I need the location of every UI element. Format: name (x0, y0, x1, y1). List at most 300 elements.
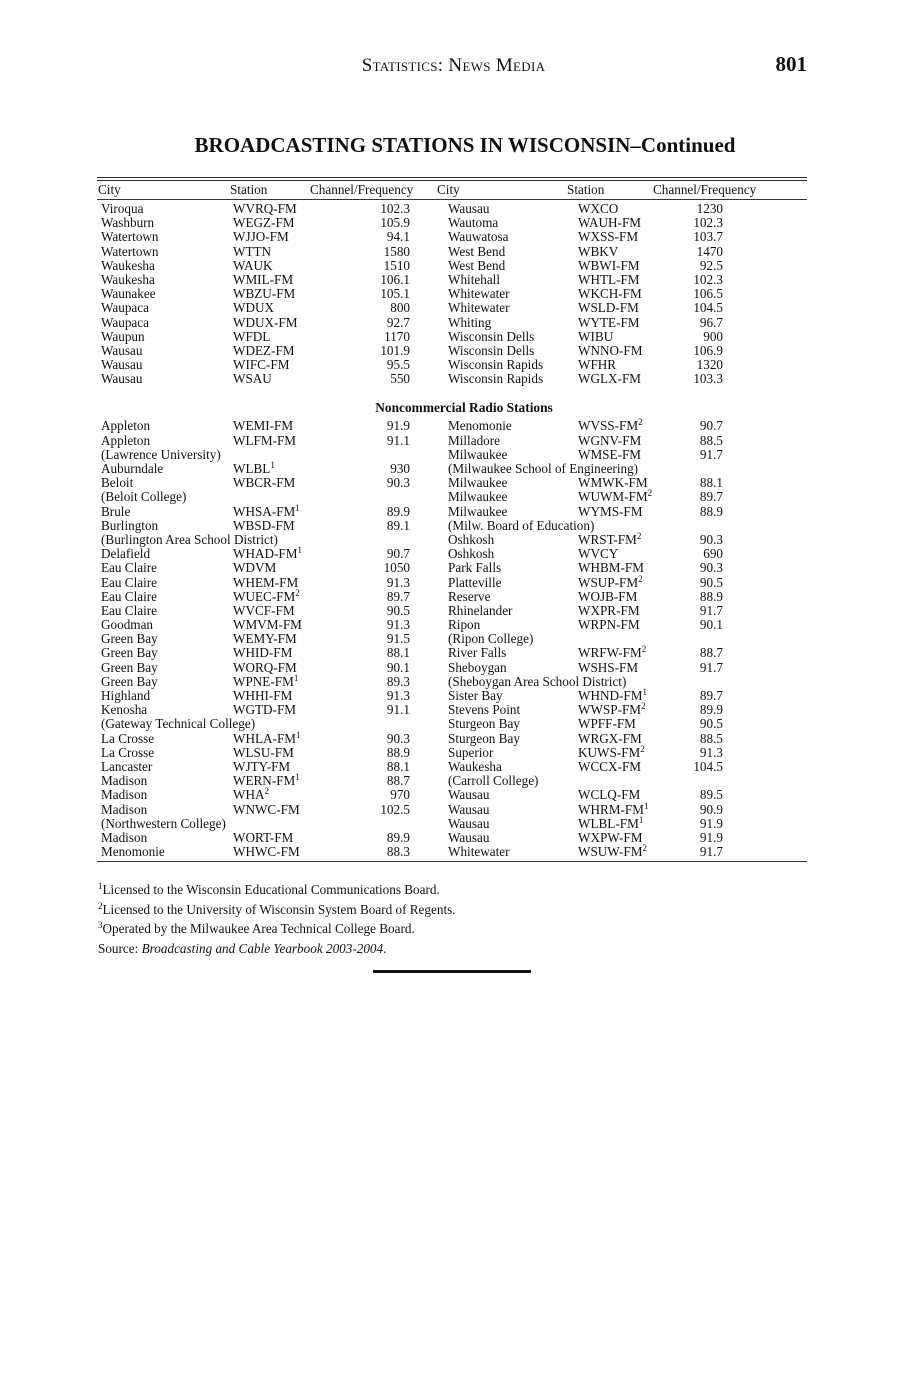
frequency-cell: 88.1 (386, 758, 410, 774)
frequency-cell: 88.7 (386, 773, 410, 789)
station-cell: WHTL-FM (578, 271, 640, 287)
station-cell: WEMY-FM (233, 631, 297, 647)
frequency-cell: 88.9 (386, 744, 410, 760)
city-cell: (Milwaukee School of Engineering) (448, 461, 639, 476)
city-cell: Eau Claire (101, 560, 158, 576)
frequency-cell (313, 448, 440, 462)
frequency-cell: 88.5 (699, 432, 723, 448)
frequency-cell: 91.9 (386, 418, 410, 434)
table-row (97, 530, 807, 547)
station-cell: WBWI-FM (578, 257, 640, 273)
frequency-cell: 1170 (384, 328, 410, 344)
table-row (97, 502, 807, 519)
table-row (97, 604, 807, 618)
footnote-text: Operated by the Milwaukee Area Technical College Board. (102, 921, 415, 936)
city-cell: Sheboygan (448, 659, 507, 675)
city-cell: Wisconsin Dells (448, 342, 535, 358)
footnote-ref: 1 (295, 772, 300, 783)
frequency-cell (313, 533, 440, 547)
station-cell (578, 462, 662, 476)
station-cell: WTTN (233, 243, 272, 259)
station-cell: WIBU (578, 328, 614, 344)
frequency-cell: 91.9 (699, 815, 723, 831)
table-row (97, 301, 807, 315)
table-row (97, 743, 807, 760)
city-cell: Madison (101, 801, 148, 817)
station-cell: WORQ-FM (233, 659, 297, 675)
table-row (97, 689, 807, 703)
frequency-cell: 1470 (696, 243, 723, 259)
station-cell: WYTE-FM (578, 314, 640, 330)
frequency-cell (662, 632, 723, 646)
table-row (97, 760, 807, 774)
station-cell (233, 490, 313, 504)
station-cell (233, 717, 313, 731)
frequency-cell: 91.7 (699, 446, 723, 462)
city-cell: Waunakee (101, 286, 156, 302)
station-cell: WHND-$FM^1$ (578, 687, 647, 703)
city-cell: Oshkosh (448, 531, 495, 547)
header-frequency: Channel/Frequency (310, 182, 414, 197)
station-cell: WBZU-FM (233, 286, 296, 302)
station-cell: WHHI-FM (233, 688, 293, 703)
header-city: City (437, 182, 460, 197)
table-row (97, 372, 807, 386)
footnote-ref: 2 (640, 743, 645, 754)
city-cell: Milwaukee (448, 489, 508, 505)
frequency-cell: 90.7 (699, 418, 723, 434)
station-cell: WGNV-FM (578, 432, 642, 448)
station-cell: WLFM-FM (233, 432, 297, 448)
frequency-cell: 89.5 (699, 787, 723, 803)
city-cell: (Sheboygan Area School District) (448, 673, 627, 689)
frequency-cell: 91.3 (386, 617, 410, 633)
station-cell: WAUK (233, 257, 273, 273)
city-cell: Madison (101, 787, 148, 803)
header-station: Station (230, 182, 268, 197)
city-cell: Milladore (448, 432, 501, 448)
station-cell: WJJO-FM (233, 229, 289, 245)
running-head: Statistics: News Media (361, 55, 546, 76)
table-header-row (97, 181, 807, 199)
station-cell: WKCH-FM (578, 286, 642, 302)
station-cell: WJTY-FM (233, 758, 291, 774)
table-row (97, 547, 807, 561)
station-cell: WUEC-$FM^2$ (233, 587, 300, 604)
frequency-cell: 88.9 (699, 588, 723, 604)
frequency-cell: 90.1 (699, 617, 723, 633)
station-cell: WFHR (578, 357, 617, 373)
table-row (97, 703, 807, 717)
city-cell: Menomonie (448, 418, 512, 434)
table-row (97, 330, 807, 344)
frequency-cell: 1580 (383, 243, 410, 259)
station-cell: WHSA-$FM^1$ (233, 502, 300, 519)
station-cell: WSUP-$FM^2$ (578, 573, 643, 590)
station-cell: WFDL (233, 328, 271, 344)
noncommercial-heading: Noncommercial Radio Stations (375, 400, 553, 416)
city-cell: Milwaukee (448, 503, 508, 519)
source-note (98, 939, 456, 959)
city-cell: Beloit (101, 475, 134, 491)
city-cell: Wisconsin Rapids (448, 371, 544, 387)
frequency-cell: 900 (703, 328, 723, 344)
city-cell: Eau Claire (101, 574, 158, 590)
frequency-cell: 91.9 (699, 829, 723, 845)
frequency-cell (313, 490, 440, 504)
station-cell (578, 675, 662, 689)
station-cell: WPFF-FM (578, 716, 636, 732)
city-cell: Delafield (101, 546, 151, 562)
city-cell: Waukesha (448, 758, 502, 774)
table-row (97, 672, 807, 689)
frequency-cell: 104.5 (693, 758, 723, 774)
frequency-cell: 89.3 (386, 673, 410, 689)
frequency-cell: 89.1 (386, 517, 410, 533)
station-cell: WOJB-FM (578, 588, 638, 604)
city-cell: Madison (101, 773, 148, 789)
station-cell: WSAU (233, 371, 272, 387)
city-cell: Wausau (101, 342, 143, 358)
footnote-ref: 1 (297, 545, 302, 556)
station-cell: WXPW-FM (578, 829, 643, 845)
city-cell: Waupaca (101, 314, 149, 330)
station-cell: WNNO-FM (578, 342, 643, 358)
footnote-ref: 2 (636, 530, 642, 541)
station-cell: WRFW-$FM^2$ (578, 644, 647, 661)
table-row (97, 561, 807, 575)
city-cell: Appleton (101, 418, 151, 434)
station-cell: WHRM-$FM^1$ (578, 800, 649, 817)
frequency-cell: 102.3 (693, 215, 723, 231)
city-cell: West Bend (448, 257, 506, 273)
station-cell (233, 817, 313, 831)
station-cell: WSUW-$FM^2$ (578, 843, 647, 860)
frequency-cell: 89.9 (699, 702, 723, 718)
city-cell: Wausau (448, 787, 490, 803)
city-cell: Waukesha (101, 257, 155, 273)
footnote-text: Licensed to the University of Wisconsin System Board of Regents. (102, 901, 456, 917)
station-cell: WHBM-FM (578, 560, 644, 576)
city-cell: Brule (101, 503, 131, 519)
frequency-cell: 88.3 (386, 844, 410, 860)
station-cell: WDUX (233, 300, 275, 316)
table-row (97, 618, 807, 632)
footnote-ref: 2 (295, 587, 300, 598)
table-row (97, 646, 807, 660)
city-cell: Wausau (448, 815, 490, 831)
footnote-ref: 2 (642, 843, 647, 854)
station-cell: WIFC-FM (233, 357, 290, 373)
station-cell: WNWC-FM (233, 801, 300, 817)
station-cell: WBKV (578, 243, 619, 259)
city-cell: Waupun (101, 328, 145, 344)
footnote (98, 919, 456, 939)
station-cell: WHAD-$FM^1$ (233, 545, 302, 562)
footnote-ref: 2 (641, 701, 646, 712)
frequency-cell: 89.9 (386, 503, 410, 519)
city-cell: Wausau (448, 801, 490, 817)
source-title: Broadcasting and Cable Yearbook 2003-2004 (141, 940, 384, 956)
city-cell: Whitewater (448, 286, 510, 302)
station-cell: WPNE-$FM^1$ (233, 672, 299, 689)
city-cell: Rhinelander (448, 602, 513, 618)
city-cell: Wausau (101, 371, 143, 387)
station-cell: WYMS-FM (578, 503, 643, 519)
station-cell: WWSP-$FM^2$ (578, 701, 646, 718)
frequency-cell (662, 519, 723, 533)
city-cell: Waupaca (101, 300, 149, 316)
city-cell: (Lawrence University) (101, 446, 221, 462)
table-row (97, 245, 807, 259)
city-cell: Sturgeon Bay (448, 730, 520, 746)
frequency-cell (313, 717, 440, 731)
city-cell: Green Bay (101, 673, 158, 689)
station-cell: WVCF-FM (233, 602, 295, 618)
city-cell: Viroqua (101, 201, 144, 216)
footnote-ref: 1 (638, 814, 644, 825)
city-cell: (Northwestern College) (101, 815, 226, 831)
frequency-cell: 106.9 (693, 342, 723, 358)
frequency-cell: 95.5 (386, 357, 410, 373)
page-number: 801 (775, 52, 807, 76)
station-cell: WBCR-FM (233, 475, 296, 491)
station-cell: WDVM (233, 560, 277, 576)
frequency-cell: 89.7 (699, 688, 723, 703)
station-cell: WXPR-FM (578, 602, 640, 618)
footnote (98, 900, 456, 920)
station-cell: WLBL$^1$ (233, 460, 275, 476)
station-cell: WCLQ-FM (578, 787, 641, 803)
table-row (97, 774, 807, 788)
table-row (97, 434, 807, 448)
header-frequency: Channel/Frequency (653, 182, 757, 197)
station-cell: WRGX-FM (578, 730, 642, 746)
station-cell: WVRQ-FM (233, 201, 297, 216)
city-cell: (Burlington Area School District) (101, 531, 278, 547)
footnote-ref: 1 (293, 672, 299, 683)
frequency-cell: 103.7 (693, 229, 723, 245)
frequency-cell: 91.7 (699, 844, 723, 860)
table-title: BROADCASTING STATIONS IN WISCONSIN–Continued (194, 133, 736, 157)
station-cell: WMIL-FM (233, 271, 294, 287)
table-row (97, 632, 807, 646)
frequency-cell: 94.1 (386, 229, 410, 245)
frequency-cell: 102.3 (380, 201, 410, 216)
frequency-cell: 1230 (696, 201, 723, 216)
city-cell: Waukesha (101, 271, 155, 287)
frequency-cell: 91.3 (699, 744, 723, 760)
table-row (97, 358, 807, 372)
frequency-cell: 88.9 (699, 503, 723, 519)
city-cell: Sister Bay (448, 688, 503, 703)
city-cell: Highland (101, 688, 151, 703)
city-cell: Kenosha (101, 702, 148, 718)
header-rule (97, 199, 807, 200)
city-cell: Goodman (101, 617, 154, 633)
source-label: Source: (98, 940, 142, 956)
city-cell: Green Bay (101, 659, 158, 675)
frequency-cell: 550 (390, 371, 410, 387)
footnote-ref: 2 (641, 644, 647, 655)
frequency-cell: 102.5 (380, 801, 410, 817)
station-cell (578, 519, 662, 533)
station-cell: WLBL-$FM^1$ (578, 814, 644, 831)
city-cell: Wautoma (448, 215, 499, 231)
frequency-cell: 90.5 (699, 574, 723, 590)
frequency-cell: 90.9 (699, 801, 723, 817)
city-cell: Wausau (448, 201, 490, 216)
city-cell: Green Bay (101, 631, 158, 647)
station-cell: WDEZ-FM (233, 342, 295, 358)
station-cell: WSHS-FM (578, 659, 639, 675)
station-cell: WRST-$FM^2$ (578, 530, 642, 547)
table-row (97, 717, 807, 731)
table-row (97, 490, 807, 504)
footnote-mark: 2 (98, 900, 103, 911)
station-cell (578, 774, 662, 788)
frequency-cell: 1320 (696, 357, 723, 373)
city-cell: River Falls (448, 645, 507, 661)
frequency-cell: 90.3 (386, 730, 410, 746)
frequency-cell: 88.7 (699, 645, 723, 661)
station-cell: WUWM-$FM^2$ (578, 488, 653, 505)
table-row (97, 316, 807, 330)
table-row (97, 259, 807, 273)
footnote-ref: 2 (647, 488, 653, 499)
table-row (97, 831, 807, 845)
table-row (97, 800, 807, 817)
station-cell: WVSS-$FM^2$ (578, 417, 643, 434)
station-cell: WGLX-FM (578, 371, 642, 387)
table-row (97, 230, 807, 244)
frequency-cell: 105.9 (380, 215, 410, 231)
footnote-ref: 2 (264, 786, 269, 797)
station-cell: WERN-$FM^1$ (233, 772, 300, 789)
table-row (97, 788, 807, 802)
city-cell: La Crosse (101, 730, 155, 746)
city-cell: Whitewater (448, 844, 510, 860)
header-station: Station (567, 182, 605, 197)
station-cell: WMVM-FM (233, 617, 302, 633)
frequency-cell: 88.5 (699, 730, 723, 746)
station-cell: WDUX-FM (233, 314, 298, 330)
frequency-cell: 103.3 (693, 371, 723, 387)
frequency-cell: 690 (703, 546, 723, 562)
city-cell: Superior (448, 744, 494, 760)
city-cell: Wisconsin Dells (448, 328, 535, 344)
bottom-rule (97, 861, 807, 862)
city-cell: Sturgeon Bay (448, 716, 520, 732)
frequency-cell: 91.1 (386, 702, 410, 718)
table-row (97, 573, 807, 590)
frequency-cell: 105.1 (380, 286, 410, 302)
city-cell: Reserve (448, 588, 491, 604)
city-cell: (Carroll College) (448, 773, 539, 789)
footnote-ref: 2 (638, 573, 643, 584)
frequency-cell: 91.3 (386, 574, 410, 590)
city-cell: Wausau (448, 829, 490, 845)
frequency-cell (662, 675, 723, 689)
frequency-cell: 106.5 (693, 286, 723, 302)
frequency-cell: 101.9 (380, 342, 410, 358)
frequency-cell: 91.7 (699, 659, 723, 675)
city-cell: Washburn (101, 215, 155, 231)
station-cell: WGTD-FM (233, 702, 297, 718)
frequency-cell: 90.5 (699, 716, 723, 732)
city-cell: Burlington (101, 517, 159, 533)
footnote-ref: 1 (643, 800, 649, 811)
frequency-cell: 90.5 (386, 602, 410, 618)
footnote-ref: 2 (638, 417, 643, 428)
city-cell: Whitehall (448, 271, 500, 287)
footnote-ref: 1 (270, 460, 275, 470)
city-cell: Whiting (448, 314, 492, 330)
city-cell: Auburndale (101, 461, 164, 476)
frequency-cell: 90.3 (386, 475, 410, 491)
commercial-stations (97, 202, 807, 386)
stations-table (97, 177, 807, 862)
city-cell: Park Falls (448, 560, 502, 576)
frequency-cell: 1050 (383, 560, 410, 576)
frequency-cell: 91.7 (699, 602, 723, 618)
city-cell: West Bend (448, 243, 506, 259)
station-cell: WXCO (578, 201, 619, 216)
table-row (97, 845, 807, 859)
city-cell: Appleton (101, 432, 151, 448)
city-cell: (Beloit College) (101, 489, 187, 505)
table-row (97, 661, 807, 675)
station-cell: WXSS-FM (578, 229, 639, 245)
city-cell: Milwaukee (448, 446, 508, 462)
header-city: City (98, 182, 121, 197)
city-cell: Wauwatosa (448, 229, 509, 245)
city-cell: Lancaster (101, 758, 153, 774)
station-cell: WAUH-FM (578, 215, 642, 231)
station-cell: WVCY (578, 546, 619, 562)
noncommercial-stations (97, 419, 807, 859)
station-cell: WHLA-$FM^1$ (233, 729, 301, 746)
frequency-cell: 91.3 (386, 688, 410, 703)
station-cell: WORT-FM (233, 829, 294, 845)
frequency-cell: 1510 (383, 257, 410, 273)
station-cell: WMWK-FM (578, 475, 648, 491)
table-row (97, 202, 807, 216)
frequency-cell: 88.1 (699, 475, 723, 491)
city-cell: Eau Claire (101, 602, 158, 618)
frequency-cell: 92.7 (386, 314, 410, 330)
frequency-cell: 104.5 (693, 300, 723, 316)
city-cell: (Gateway Technical College) (101, 716, 256, 732)
table-row (97, 814, 807, 831)
footnote-mark: 1 (98, 881, 103, 891)
station-cell: WRPN-FM (578, 617, 640, 633)
frequency-cell: 90.3 (699, 560, 723, 576)
footnote-mark: 3 (98, 920, 103, 930)
footnote-ref: 1 (296, 729, 301, 740)
frequency-cell: 930 (390, 461, 410, 476)
frequency-cell: 970 (390, 787, 410, 803)
station-cell: WCCX-FM (578, 758, 642, 774)
table-row (97, 419, 807, 433)
footnote-ref: 1 (295, 502, 300, 513)
station-cell: WMSE-FM (578, 446, 642, 462)
frequency-cell: 90.7 (386, 546, 410, 562)
city-cell: Watertown (101, 243, 159, 259)
station-cell: WEGZ-FM (233, 215, 295, 231)
station-cell: WLSU-FM (233, 744, 294, 760)
frequency-cell: 800 (390, 300, 410, 316)
